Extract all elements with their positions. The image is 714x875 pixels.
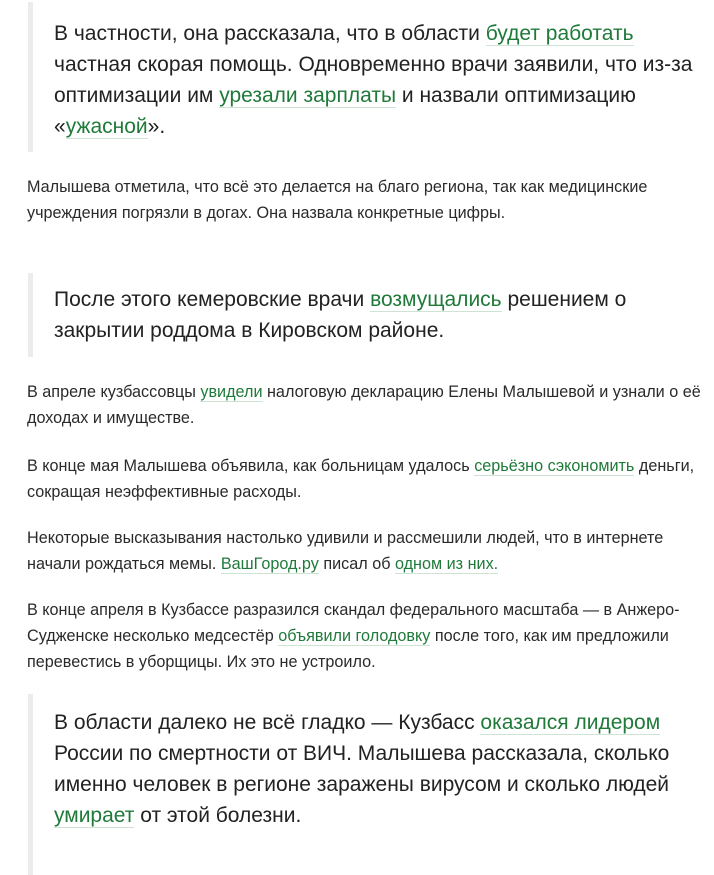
link-okazalsya-liderom[interactable]: оказался лидером — [480, 711, 661, 734]
quote-text: решением о закрытии роддома в Кировском районе. — [54, 288, 627, 342]
link-uzhasnoy[interactable]: ужасной — [65, 115, 148, 138]
paragraph-text: В конце мая Малышева объявила, как больницам удалось — [27, 457, 475, 475]
link-uvideli[interactable]: увидели — [200, 383, 263, 401]
quote-text: В частности, она рассказала, что в области — [54, 22, 486, 45]
quote-text: частная скорая помощь. Одновременно врачи заявили, что из-за оптимизации им — [54, 53, 693, 107]
quote-text: В области далеко не всё гладко — Кузбасс — [54, 711, 481, 734]
link-obyavili-golodovku[interactable]: объявили голодовку — [278, 627, 431, 645]
link-seryozno-sekonomit[interactable]: серьёзно сэкономить — [474, 457, 635, 475]
link-vozmushchalis[interactable]: возмущались — [370, 288, 502, 311]
paragraph-declaration — [27, 379, 707, 431]
paragraph-hunger-strike — [27, 597, 707, 675]
quote-block-maternity — [28, 273, 700, 357]
link-umiraet[interactable]: умирает — [54, 804, 135, 827]
link-urezali-zarplaty[interactable]: урезали зарплаты — [219, 84, 397, 107]
paragraph-text: писал об — [318, 555, 395, 573]
quote-text: ». — [147, 115, 166, 138]
link-vashgorod[interactable]: ВашГород.ру — [220, 555, 319, 573]
paragraph-text: Некоторые высказывания настолько удивили и рассмешили людей, что в интернете начали рождаться мемы. — [27, 529, 664, 573]
paragraph-text: деньги, сокращая неэффективные расходы. — [27, 457, 695, 501]
paragraph-debts — [27, 174, 707, 226]
quote-text: России по смертности от ВИЧ. Малышева рассказала, сколько именно человек в регионе заражены вирусом и сколько людей — [54, 742, 670, 796]
paragraph-text: после того, как им предложили перевестись в уборщицы. Их это не устроило. — [27, 627, 669, 671]
link-budet-rabotat[interactable]: будет работать — [485, 22, 634, 45]
quote-text: и назвали оптимизацию « — [54, 84, 636, 138]
quote-text: от этой болезни. — [134, 804, 302, 827]
paragraph-text: налоговую декларацию Елены Малышевой и узнали о её доходах и имуществе. — [27, 383, 701, 427]
link-odnom-iz-nih[interactable]: одном из них. — [394, 555, 499, 573]
paragraph-text: В апреле кузбассовцы — [27, 383, 201, 401]
paragraph-text: Малышева отметила, что всё это делается на благо региона, так как медицинские учреждения погрязли в догах. Она назвала конкретные цифры. — [27, 178, 648, 222]
paragraph-text: В конце апреля в Кузбассе разразился скандал федерального масштаба — в Анжеро-Судженске несколько медсестёр — [27, 601, 680, 645]
quote-block-private-ambulance — [28, 2, 700, 152]
quote-text: После этого кемеровские врачи — [54, 288, 371, 311]
paragraph-savings — [27, 453, 707, 505]
quote-block-hiv — [28, 694, 700, 875]
paragraph-memes — [27, 525, 707, 577]
